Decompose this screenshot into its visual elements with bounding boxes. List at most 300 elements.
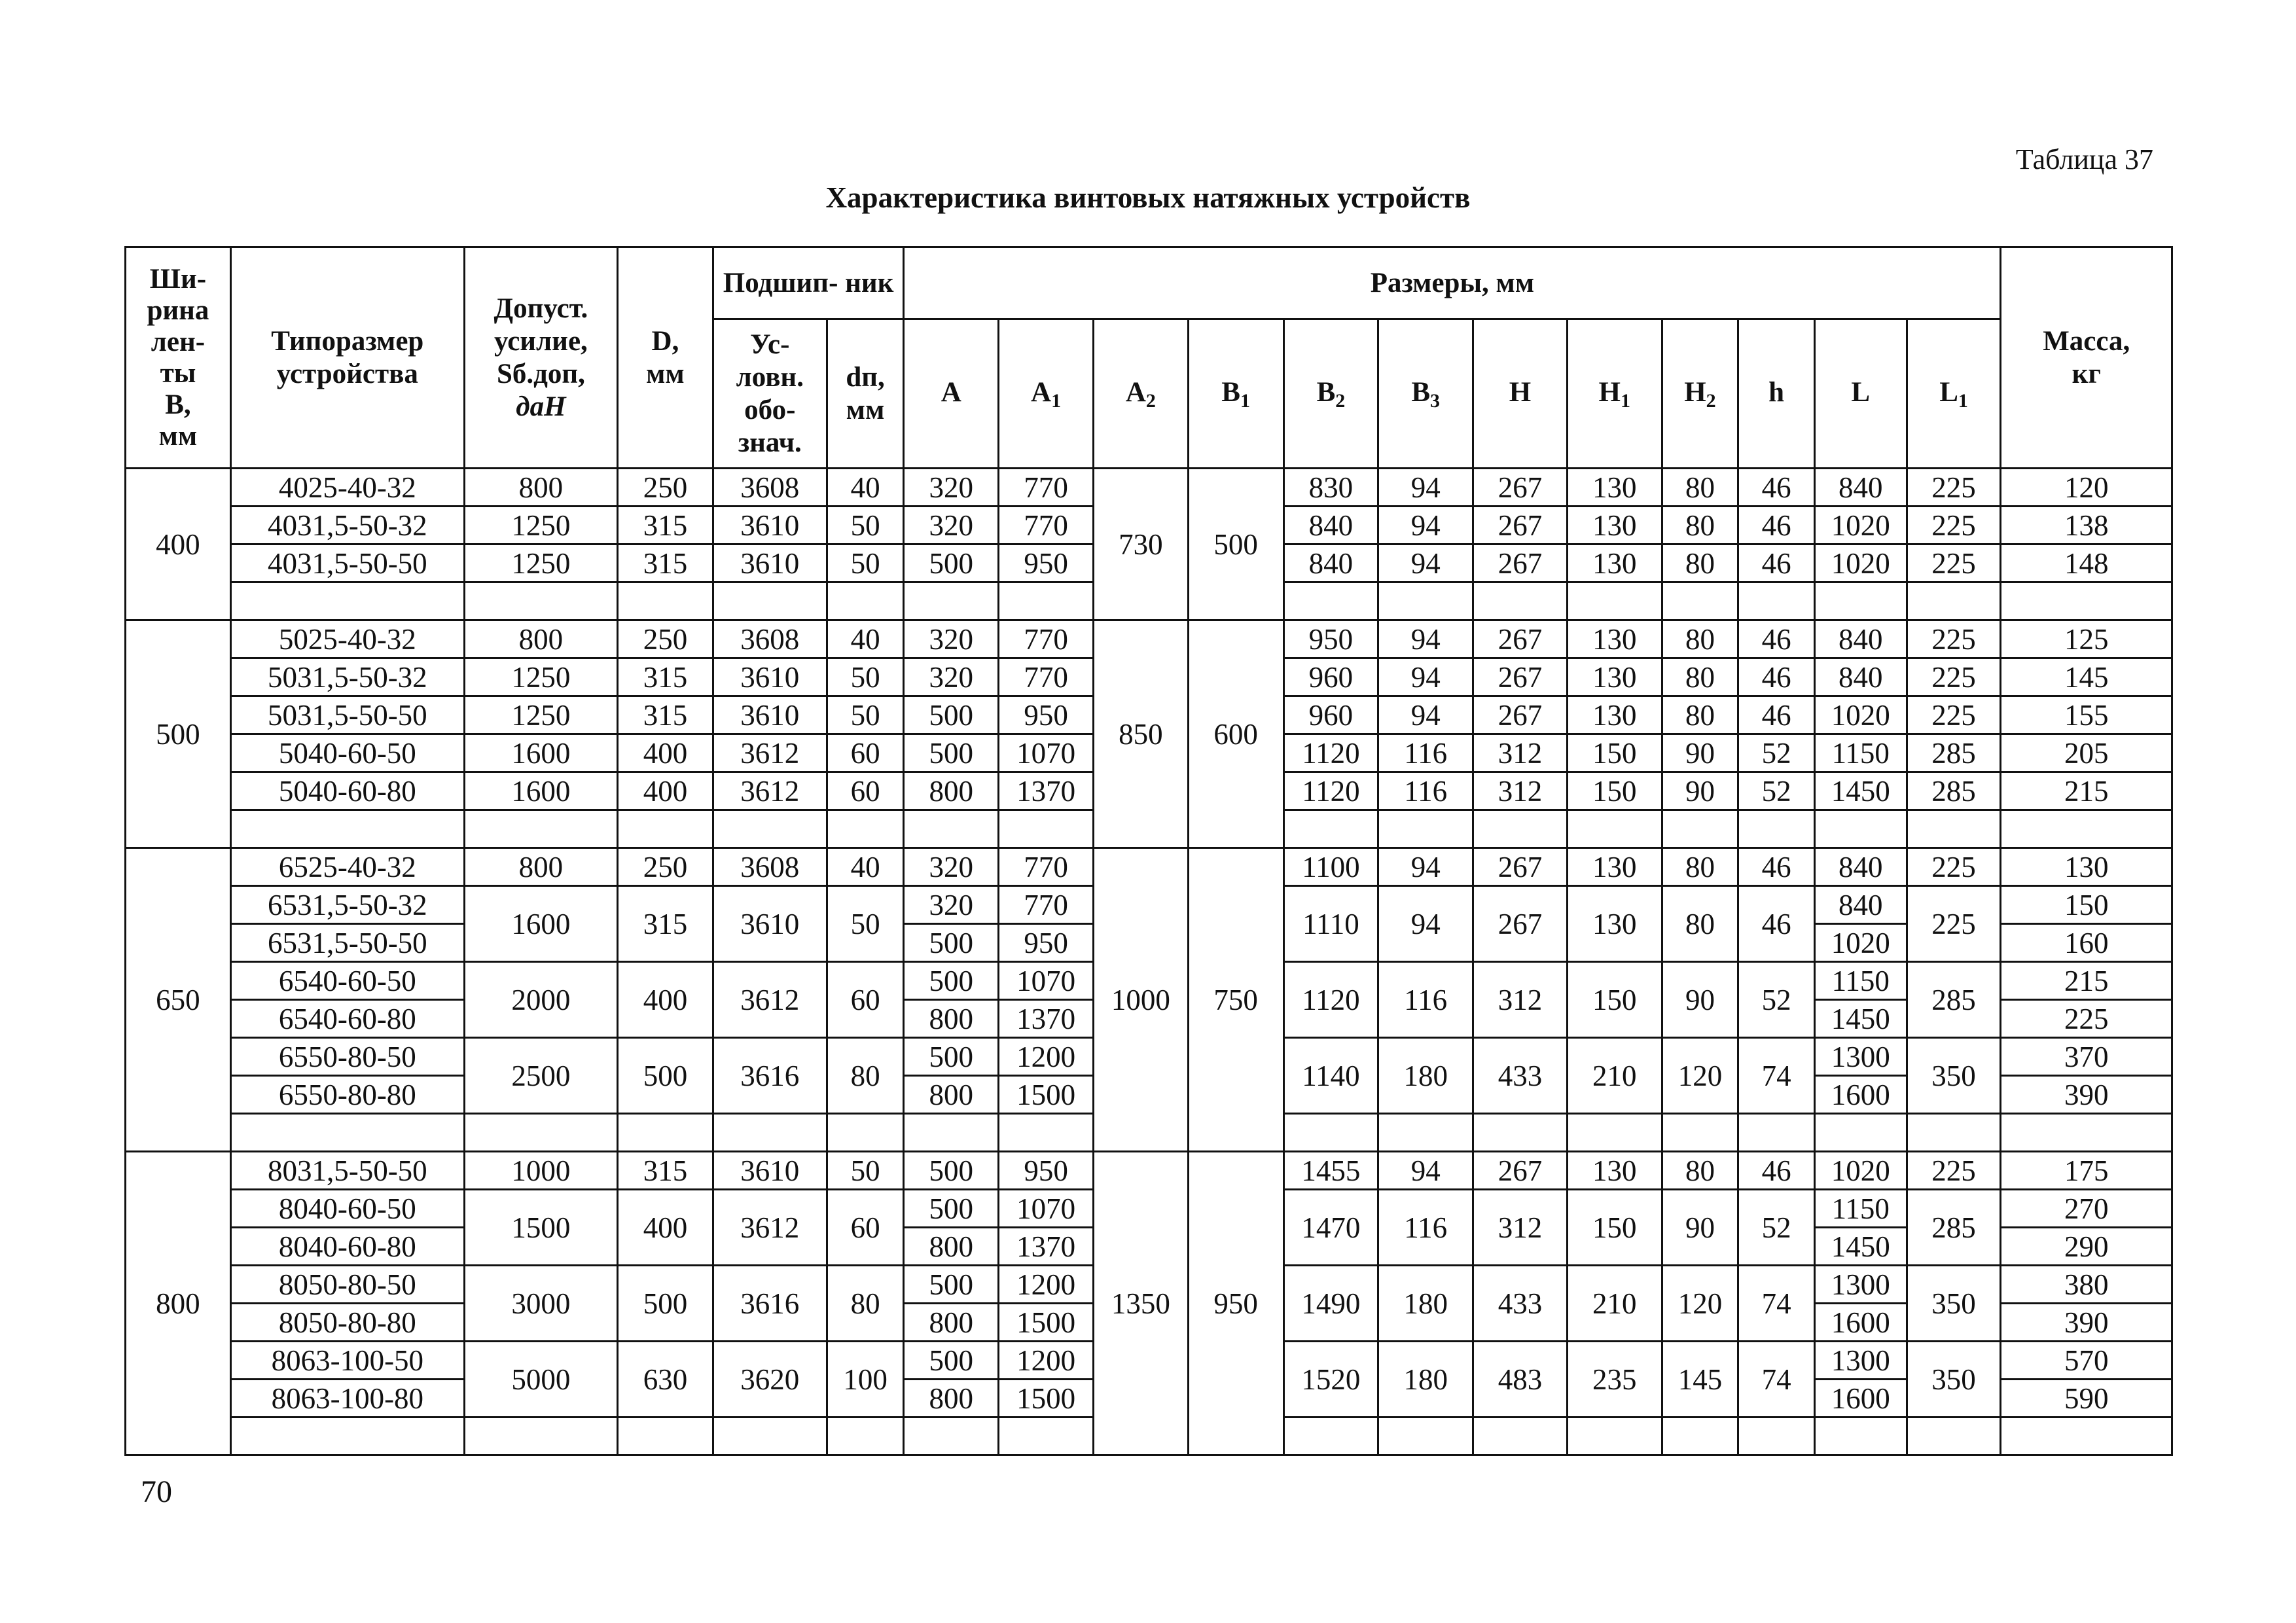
table-cell: 800	[904, 1000, 999, 1038]
table-cell	[1283, 1418, 1378, 1455]
table-cell	[1473, 1418, 1568, 1455]
table-cell: 46	[1738, 658, 1815, 696]
table-cell	[1814, 810, 1907, 848]
table-cell: 1020	[1814, 1152, 1907, 1190]
table-row	[126, 848, 2172, 886]
table-cell	[1283, 810, 1378, 848]
table-cell: 225	[1907, 620, 2001, 658]
header-bearing-code: Ус- ловн. обо- знач.	[713, 319, 827, 469]
table-cell: 130	[1567, 544, 1662, 582]
table-cell: 267	[1473, 886, 1568, 962]
table-cell: 800	[904, 1228, 999, 1266]
table-cell: 320	[904, 848, 999, 886]
table-cell: 1250	[464, 544, 617, 582]
table-cell: 80	[827, 1038, 904, 1114]
table-cell: 3612	[713, 734, 827, 772]
table-cell: 46	[1738, 507, 1815, 544]
table-cell: 130	[1567, 886, 1662, 962]
table-cell: 1200	[999, 1266, 1094, 1304]
table-cell: 1500	[999, 1076, 1094, 1114]
table-cell: 148	[2001, 544, 2172, 582]
table-cell: 590	[2001, 1380, 2172, 1418]
table-cell: 94	[1378, 886, 1473, 962]
table-cell: 840	[1814, 848, 1907, 886]
table-cell: 1150	[1814, 734, 1907, 772]
table-cell: 800	[126, 1152, 231, 1455]
table-cell: 52	[1738, 1190, 1815, 1266]
page-number: 70	[141, 1474, 172, 1509]
table-cell: 3612	[713, 1190, 827, 1266]
table-cell: 350	[1907, 1266, 2001, 1342]
table-cell: 840	[1814, 620, 1907, 658]
table-cell: 500	[904, 544, 999, 582]
table-cell	[904, 810, 999, 848]
table-cell: 500	[904, 962, 999, 1000]
table-cell: 225	[1907, 696, 2001, 734]
table-cell: 285	[1907, 962, 2001, 1038]
table-cell: 350	[1907, 1038, 2001, 1114]
table-cell: 80	[1662, 544, 1738, 582]
table-cell: 400	[126, 469, 231, 620]
table-cell: 960	[1283, 658, 1378, 696]
table-cell: 2500	[464, 1038, 617, 1114]
table-cell: 116	[1378, 962, 1473, 1038]
table-cell: 1500	[999, 1304, 1094, 1342]
table-cell: 8040-60-80	[230, 1228, 464, 1266]
table-cell: 50	[827, 544, 904, 582]
table-cell: 150	[2001, 886, 2172, 924]
table-cell: 630	[618, 1342, 713, 1418]
table-cell: 155	[2001, 696, 2172, 734]
table-cell	[230, 1114, 464, 1152]
table-cell: 1490	[1283, 1266, 1378, 1342]
table-cell: 46	[1738, 469, 1815, 507]
table-cell: 1200	[999, 1038, 1094, 1076]
table-cell: 500	[618, 1038, 713, 1114]
table-cell: 94	[1378, 620, 1473, 658]
table-cell	[1283, 1114, 1378, 1152]
table-cell: 800	[464, 620, 617, 658]
table-cell	[1567, 582, 1662, 620]
table-cell: 40	[827, 848, 904, 886]
table-cell: 5031,5-50-32	[230, 658, 464, 696]
header-dim: A	[904, 319, 999, 469]
table-cell: 175	[2001, 1152, 2172, 1190]
table-cell: 840	[1814, 886, 1907, 924]
table-cell: 74	[1738, 1038, 1815, 1114]
table-cell: 770	[999, 620, 1094, 658]
table-cell: 267	[1473, 696, 1568, 734]
table-cell: 8063-100-80	[230, 1380, 464, 1418]
table-cell: 116	[1378, 734, 1473, 772]
table-cell: 1600	[1814, 1076, 1907, 1114]
table-cell: 94	[1378, 1152, 1473, 1190]
table-cell: 4025-40-32	[230, 469, 464, 507]
table-cell: 250	[618, 469, 713, 507]
header-force: Допуст. усилие, Sб.доп, даН	[464, 247, 617, 469]
table-cell	[230, 582, 464, 620]
table-cell: 120	[2001, 469, 2172, 507]
table-cell: 267	[1473, 658, 1568, 696]
table-cell: 150	[1567, 772, 1662, 810]
table-cell: 116	[1378, 772, 1473, 810]
header-bearing: Подшип- ник	[713, 247, 904, 319]
table-cell: 500	[904, 1152, 999, 1190]
table-cell: 270	[2001, 1190, 2172, 1228]
table-cell: 830	[1283, 469, 1378, 507]
table-cell: 125	[2001, 620, 2172, 658]
table-cell: 312	[1473, 962, 1568, 1038]
table-cell	[1662, 1418, 1738, 1455]
table-cell: 8031,5-50-50	[230, 1152, 464, 1190]
table-cell	[999, 1114, 1094, 1152]
table-cell: 390	[2001, 1304, 2172, 1342]
table-cell: 850	[1093, 620, 1188, 848]
table-cell	[827, 1418, 904, 1455]
table-cell: 3612	[713, 772, 827, 810]
table-cell	[1907, 810, 2001, 848]
table-cell: 3616	[713, 1038, 827, 1114]
table-cell	[1738, 1418, 1815, 1455]
table-cell: 74	[1738, 1342, 1815, 1418]
table-cell: 90	[1662, 962, 1738, 1038]
table-cell: 90	[1662, 1190, 1738, 1266]
table-cell	[713, 582, 827, 620]
table-cell: 130	[2001, 848, 2172, 886]
table-cell: 730	[1093, 469, 1188, 620]
table-cell	[1473, 1114, 1568, 1152]
header-dim: $B_1$	[1188, 319, 1283, 469]
table-cell: 3610	[713, 696, 827, 734]
table-cell: 80	[827, 1266, 904, 1342]
table-cell: 267	[1473, 507, 1568, 544]
header-sizes: Размеры, мм	[904, 247, 2001, 319]
header-d: D, мм	[618, 247, 713, 469]
table-cell: 770	[999, 848, 1094, 886]
table-cell: 180	[1378, 1342, 1473, 1418]
table-cell	[827, 1114, 904, 1152]
table-cell: 390	[2001, 1076, 2172, 1114]
table-cell: 312	[1473, 772, 1568, 810]
table-cell: 315	[618, 696, 713, 734]
table-cell: 50	[827, 696, 904, 734]
table-header	[126, 247, 2172, 469]
table-cell: 267	[1473, 544, 1568, 582]
table-cell: 3620	[713, 1342, 827, 1418]
table-cell: 80	[1662, 696, 1738, 734]
table-cell: 3608	[713, 469, 827, 507]
table-cell	[713, 810, 827, 848]
table-cell: 3610	[713, 1152, 827, 1190]
table-cell: 770	[999, 886, 1094, 924]
table-cell: 315	[618, 658, 713, 696]
table-cell: 80	[1662, 886, 1738, 962]
table-cell: 3610	[713, 544, 827, 582]
table-cell: 500	[904, 734, 999, 772]
table-cell: 250	[618, 848, 713, 886]
table-cell: 46	[1738, 544, 1815, 582]
table-cell: 2000	[464, 962, 617, 1038]
table-cell: 6540-60-50	[230, 962, 464, 1000]
table-cell	[827, 810, 904, 848]
table-cell: 320	[904, 886, 999, 924]
table-cell: 80	[1662, 848, 1738, 886]
header-belt-width: Ши- рина лен- ты B, мм	[126, 247, 231, 469]
table-cell	[618, 1114, 713, 1152]
table-cell: 60	[827, 1190, 904, 1266]
table-cell: 770	[999, 658, 1094, 696]
table-cell: 94	[1378, 507, 1473, 544]
table-cell: 840	[1814, 469, 1907, 507]
table-cell: 1110	[1283, 886, 1378, 962]
table-cell: 80	[1662, 469, 1738, 507]
table-cell: 500	[126, 620, 231, 848]
table-cell	[904, 582, 999, 620]
table-cell: 3616	[713, 1266, 827, 1342]
table-cell	[1378, 810, 1473, 848]
table-cell: 1350	[1093, 1152, 1188, 1455]
table-cell: 840	[1814, 658, 1907, 696]
table-cell	[230, 810, 464, 848]
table-cell	[1567, 1418, 1662, 1455]
table-cell: 433	[1473, 1038, 1568, 1114]
table-cell: 205	[2001, 734, 2172, 772]
table-cell: 5000	[464, 1342, 617, 1418]
table-cell: 315	[618, 886, 713, 962]
table-cell	[1738, 582, 1815, 620]
table-cell: 800	[464, 469, 617, 507]
header-dim: $A_1$	[999, 319, 1094, 469]
table-cell: 1200	[999, 1342, 1094, 1380]
table-cell: 1370	[999, 1228, 1094, 1266]
table-cell: 8050-80-80	[230, 1304, 464, 1342]
table-cell: 500	[904, 924, 999, 962]
table-cell	[230, 1418, 464, 1455]
table-cell: 500	[618, 1266, 713, 1342]
table-cell: 770	[999, 469, 1094, 507]
table-cell: 6531,5-50-50	[230, 924, 464, 962]
header-dim: $H_2$	[1662, 319, 1738, 469]
table-cell: 1600	[1814, 1380, 1907, 1418]
table-cell	[1283, 582, 1378, 620]
table-cell: 950	[999, 696, 1094, 734]
table-cell: 80	[1662, 620, 1738, 658]
table-cell: 130	[1567, 658, 1662, 696]
table-cell: 145	[2001, 658, 2172, 696]
table-cell	[827, 582, 904, 620]
table-cell	[999, 810, 1094, 848]
table-cell: 130	[1567, 469, 1662, 507]
table-cell: 60	[827, 962, 904, 1038]
table-cell: 380	[2001, 1266, 2172, 1304]
table-cell: 50	[827, 658, 904, 696]
table-cell: 1120	[1283, 772, 1378, 810]
table-cell	[618, 1418, 713, 1455]
table-cell: 46	[1738, 848, 1815, 886]
table-cell: 600	[1188, 620, 1283, 848]
header-dim: $L_1$	[1907, 319, 2001, 469]
table-cell	[1378, 582, 1473, 620]
table-cell: 1120	[1283, 962, 1378, 1038]
table-cell: 50	[827, 507, 904, 544]
table-cell: 1600	[464, 886, 617, 962]
table-cell: 650	[126, 848, 231, 1152]
table-cell: 400	[618, 772, 713, 810]
table-cell: 225	[1907, 658, 2001, 696]
table-cell: 94	[1378, 696, 1473, 734]
table-cell	[1567, 810, 1662, 848]
table-cell	[1907, 582, 2001, 620]
header-type: Типоразмер устройства	[230, 247, 464, 469]
table-cell	[904, 1418, 999, 1455]
table-cell: 5025-40-32	[230, 620, 464, 658]
table-cell: 500	[904, 1342, 999, 1380]
table-cell: 5040-60-50	[230, 734, 464, 772]
table-cell	[2001, 582, 2172, 620]
table-cell: 210	[1567, 1266, 1662, 1342]
table-cell: 210	[1567, 1038, 1662, 1114]
table-cell: 1370	[999, 772, 1094, 810]
header-dim: H	[1473, 319, 1568, 469]
table-cell: 800	[904, 1304, 999, 1342]
table-cell: 1455	[1283, 1152, 1378, 1190]
table-cell: 225	[1907, 544, 2001, 582]
table-cell: 1070	[999, 1190, 1094, 1228]
header-bearing-dn: dп, мм	[827, 319, 904, 469]
header-mass: Масса, кг	[2001, 247, 2172, 469]
table-cell: 180	[1378, 1038, 1473, 1114]
table-cell	[464, 1418, 617, 1455]
table-cell: 950	[1283, 620, 1378, 658]
table-cell: 150	[1567, 1190, 1662, 1266]
table-cell: 1140	[1283, 1038, 1378, 1114]
table-cell: 225	[2001, 1000, 2172, 1038]
table-cell: 150	[1567, 962, 1662, 1038]
table-cell	[1567, 1114, 1662, 1152]
table-cell	[618, 582, 713, 620]
table-cell: 1600	[1814, 1304, 1907, 1342]
table-cell: 150	[1567, 734, 1662, 772]
header-dim: $B_2$	[1283, 319, 1378, 469]
table-cell: 6540-60-80	[230, 1000, 464, 1038]
table-title: Характеристика винтовых натяжных устройств	[825, 181, 1471, 214]
table-cell: 46	[1738, 886, 1815, 962]
table-row	[126, 469, 2172, 507]
table-cell	[1814, 1418, 1907, 1455]
table-cell: 80	[1662, 658, 1738, 696]
table-cell	[1907, 1418, 2001, 1455]
table-cell: 800	[904, 1380, 999, 1418]
table-cell: 570	[2001, 1342, 2172, 1380]
table-cell: 225	[1907, 848, 2001, 886]
table-cell: 800	[464, 848, 617, 886]
table-cell	[999, 1418, 1094, 1455]
table-cell: 500	[904, 1266, 999, 1304]
table-cell: 1070	[999, 734, 1094, 772]
tension-devices-table	[124, 246, 2173, 1456]
table-row	[126, 620, 2172, 658]
table-cell: 50	[827, 1152, 904, 1190]
table-cell	[1473, 582, 1568, 620]
table-cell	[713, 1114, 827, 1152]
table-cell: 350	[1907, 1342, 2001, 1418]
table-cell: 1450	[1814, 772, 1907, 810]
table-cell: 320	[904, 658, 999, 696]
table-cell: 315	[618, 544, 713, 582]
table-cell	[464, 810, 617, 848]
table-cell: 120	[1662, 1038, 1738, 1114]
table-cell: 160	[2001, 924, 2172, 962]
table-cell: 130	[1567, 848, 1662, 886]
table-cell: 215	[2001, 772, 2172, 810]
table-cell: 1020	[1814, 696, 1907, 734]
table-cell: 320	[904, 507, 999, 544]
table-cell: 960	[1283, 696, 1378, 734]
table-cell: 267	[1473, 469, 1568, 507]
table-cell: 52	[1738, 962, 1815, 1038]
header-dim: $A_2$	[1093, 319, 1188, 469]
table-cell: 1520	[1283, 1342, 1378, 1418]
table-cell	[464, 582, 617, 620]
table-cell	[1738, 810, 1815, 848]
table-cell: 46	[1738, 696, 1815, 734]
table-cell: 40	[827, 620, 904, 658]
table-cell: 267	[1473, 620, 1568, 658]
table-cell	[713, 1418, 827, 1455]
table-cell: 1450	[1814, 1000, 1907, 1038]
table-cell: 130	[1567, 696, 1662, 734]
table-cell: 290	[2001, 1228, 2172, 1266]
table-cell: 840	[1283, 507, 1378, 544]
table-cell: 1600	[464, 734, 617, 772]
table-cell: 5040-60-80	[230, 772, 464, 810]
table-cell: 74	[1738, 1266, 1815, 1342]
table-cell: 80	[1662, 507, 1738, 544]
table-cell	[2001, 1114, 2172, 1152]
table-cell: 3610	[713, 658, 827, 696]
table-cell: 52	[1738, 734, 1815, 772]
table-cell: 3610	[713, 886, 827, 962]
table-number: Таблица 37	[2015, 143, 2153, 175]
table-cell: 285	[1907, 1190, 2001, 1266]
table-cell: 94	[1378, 658, 1473, 696]
header-dim: L	[1814, 319, 1907, 469]
table-cell	[2001, 1418, 2172, 1455]
table-cell: 1000	[464, 1152, 617, 1190]
table-cell: 100	[827, 1342, 904, 1418]
table-cell: 267	[1473, 1152, 1568, 1190]
table-cell	[1662, 810, 1738, 848]
table-cell: 800	[904, 772, 999, 810]
table-cell: 8050-80-50	[230, 1266, 464, 1304]
table-cell: 6531,5-50-32	[230, 886, 464, 924]
table-cell: 215	[2001, 962, 2172, 1000]
table-cell: 950	[1188, 1152, 1283, 1455]
table-cell: 250	[618, 620, 713, 658]
table-cell	[464, 1114, 617, 1152]
table-cell: 315	[618, 507, 713, 544]
table-cell	[1814, 582, 1907, 620]
table-cell: 500	[904, 1190, 999, 1228]
table-cell: 130	[1567, 507, 1662, 544]
table-cell: 94	[1378, 544, 1473, 582]
table-cell	[2001, 810, 2172, 848]
table-row	[126, 1152, 2172, 1190]
table-cell: 40	[827, 469, 904, 507]
table-cell: 145	[1662, 1342, 1738, 1418]
table-cell: 4031,5-50-50	[230, 544, 464, 582]
table-cell: 3608	[713, 848, 827, 886]
